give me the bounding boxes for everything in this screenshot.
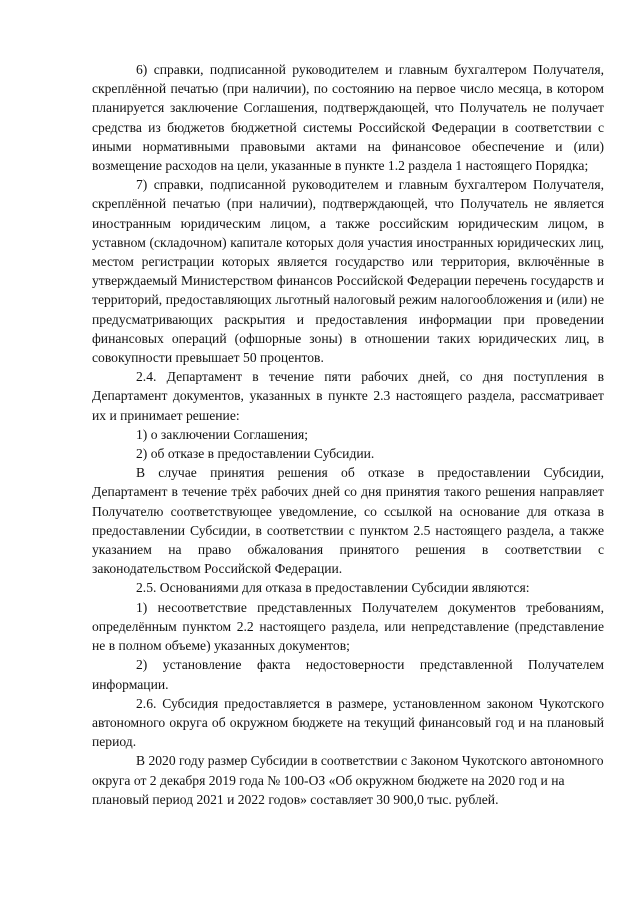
document-page (92, 60, 604, 809)
paragraph-refusal-notice: В случае принятия решения об отказе в предоставлении Субсидии, Департамент в течение трёх рабочих дней со дня принятия такого решения направляет Получателю соответствующее уведомление, со ссылкой на основание для отказа в предоставлении Субсидии, в соответствии с пунктом 2.5 настоящего раздела, а также указанием на право обжалования принятого решения в соответствии с законодательством Российской Федерации. (92, 465, 604, 577)
paragraph-2-5: 2.5. Основаниями для отказа в предоставлении Субсидии являются: (136, 580, 530, 596)
paragraph-decision-2: 2) об отказе в предоставлении Субсидии. (136, 446, 375, 462)
paragraph-refusal-ground-2: 2) установление факта недостоверности представленной Получателем информации. (92, 657, 604, 692)
paragraph-2-4: 2.4. Департамент в течение пяти рабочих дней, со дня поступления в Департамент документов, указанных в пункте 2.3 настоящего раздела, рассматривает их и принимает решение: (92, 369, 604, 423)
paragraph-refusal-ground-1: 1) несоответствие представленных Получателем документов требованиям, определённым пунктом 2.2 настоящего раздела, или непредставление (представление не в полном объеме) указанных документов; (92, 599, 604, 654)
paragraph-item-7-certificate: 7) справки, подписанной руководителем и главным бухгалтером Получателя, скреплённой печатью (при наличии), подтверждающей, что Получатель не является иностранным юридическим лицом, а также российским юридическим лицом, в уставном (складочном) капитале которых доля участия иностранных юридических лиц, местом регистрации которых является государство или территория, включённые в утверждаемый Министерством финансов Российской Федерации перечень государств и территорий, предоставляющих льготный налоговый режим налогообложения и (или) не предусматривающих раскрытия и предоставления информации при проведении финансовых операций (офшорные зоны) в отношении таких юридических лиц, в совокупности превышает 50 процентов. (92, 177, 604, 366)
paragraph-subsidy-amount-2020: В 2020 году размер Субсидии в соответствии с Законом Чукотского автономного округа от 2 декабря 2019 года № 100-ОЗ «Об окружном бюджете на 2020 год и на плановый период 2021 и 2022 годов» составляет 30 900,0 тыс. рублей. (92, 753, 604, 807)
paragraph-item-6-certificate: 6) справки, подписанной руководителем и главным бухгалтером Получателя, скреплённой печатью (при наличии), по состоянию на первое число месяца, в котором планируется заключение Соглашения, подтверждающей, что Получатель не получает средства из бюджетов бюджетной системы Российской Федерации в соответствии с иными нормативными правовыми актами на финансовое обеспечение и (или) возмещение расходов на цели, указанные в пункте 1.2 раздела 1 настоящего Порядка; (92, 62, 604, 174)
paragraph-2-6: 2.6. Субсидия предоставляется в размере, установленном законом Чукотского автономного округа об окружном бюджете на текущий финансовый год и на плановый период. (92, 695, 604, 750)
paragraph-decision-1: 1) о заключении Соглашения; (136, 426, 309, 442)
